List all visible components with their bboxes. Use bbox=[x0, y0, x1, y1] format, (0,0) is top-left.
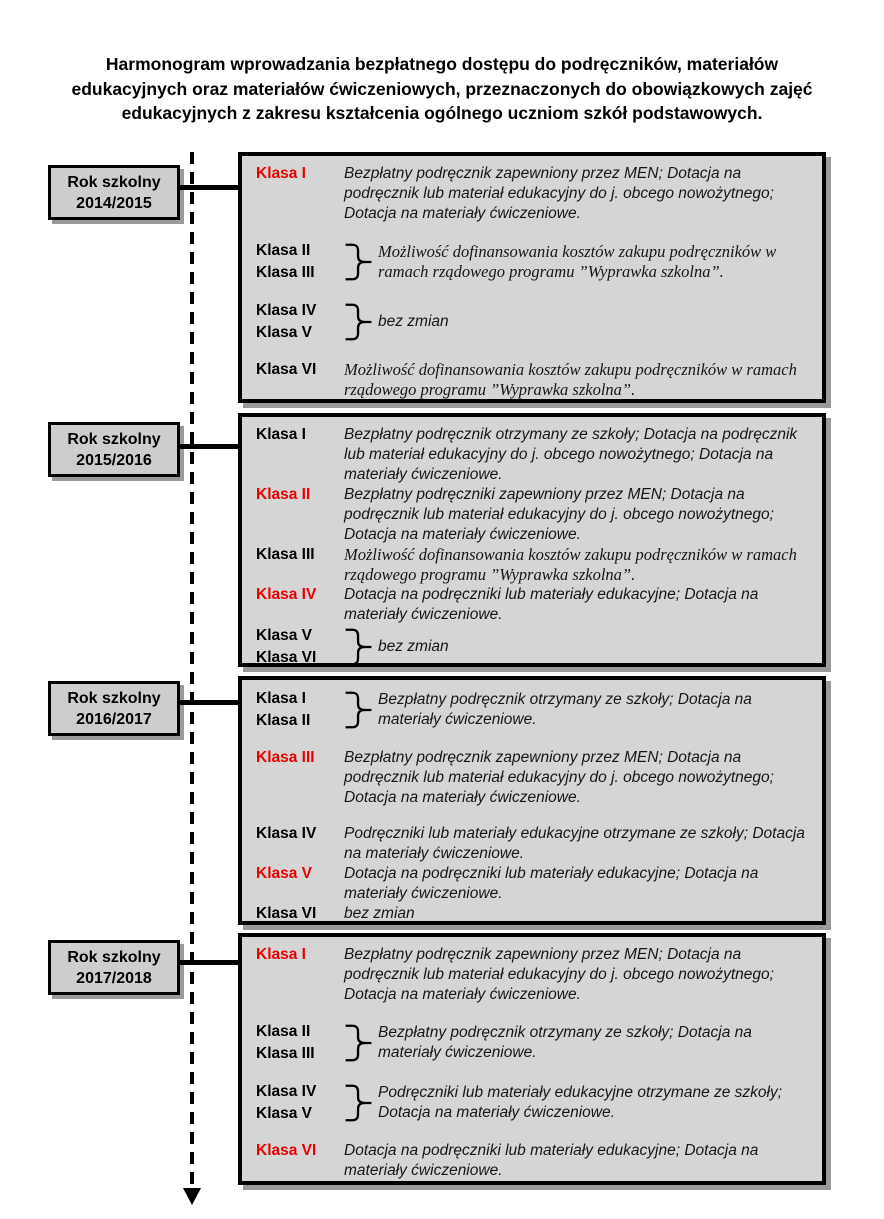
klasa-labels bbox=[256, 864, 344, 884]
year-connector-line bbox=[178, 185, 240, 190]
klasa-description: Podręczniki lub materiały edukacyjne otrzymane ze szkoły; Dotacja na materiały ćwiczeniowe. bbox=[378, 1084, 783, 1121]
klasa-labels bbox=[256, 904, 344, 924]
year-connector-line bbox=[178, 444, 240, 449]
brace-icon bbox=[344, 688, 374, 732]
klasa-row bbox=[256, 545, 812, 585]
klasa-description: Bezpłatny podręcznik otrzymany ze szkoły; Dotacja na materiały ćwiczeniowe. bbox=[378, 1024, 752, 1061]
klasa-description: Możliwość dofinansowania kosztów zakupu podręczników w ramach rządowego programu ”Wyprawka szkolna”. bbox=[378, 242, 777, 281]
year-connector-line bbox=[178, 960, 240, 965]
klasa-labels bbox=[256, 240, 344, 284]
klasa-row bbox=[256, 240, 812, 284]
year-label-text: Rok szkolny bbox=[67, 173, 161, 191]
klasa-description: bez zmian bbox=[378, 313, 449, 330]
klasa-labels bbox=[256, 625, 344, 667]
year-label-text: 2015/2016 bbox=[76, 451, 152, 469]
klasa-label: Klasa IV bbox=[256, 1083, 317, 1100]
klasa-label: Klasa III bbox=[256, 749, 315, 766]
klasa-label: Klasa VI bbox=[256, 649, 317, 666]
klasa-labels bbox=[256, 585, 344, 605]
klasa-row bbox=[256, 688, 812, 732]
klasa-row bbox=[256, 864, 812, 904]
klasa-description: Bezpłatny podręcznik zapewniony przez MEN; Dotacja na podręcznik lub materiał edukacyjny do j. obcego nowożytnego; Dotacja na materiały ćwiczeniowe. bbox=[344, 749, 774, 806]
klasa-labels bbox=[256, 1081, 344, 1125]
klasa-description: Możliwość dofinansowania kosztów zakupu podręczników w ramach rządowego programu ”Wyprawka szkolna”. bbox=[344, 545, 797, 584]
content-box bbox=[238, 933, 826, 1185]
klasa-label: Klasa I bbox=[256, 426, 306, 443]
klasa-labels bbox=[256, 545, 344, 565]
brace-icon bbox=[344, 240, 374, 284]
year-label-text: 2014/2015 bbox=[76, 194, 152, 212]
year-label-box bbox=[48, 940, 180, 995]
klasa-description: Bezpłatny podręczniki zapewniony przez MEN; Dotacja na podręcznik lub materiał edukacyjny do j. obcego nowożytnego; Dotacja na materiały ćwiczeniowe. bbox=[344, 486, 774, 543]
klasa-row bbox=[256, 945, 812, 1005]
year-label-text: Rok szkolny bbox=[67, 948, 161, 966]
klasa-row bbox=[256, 625, 812, 667]
klasa-labels bbox=[256, 1021, 344, 1065]
klasa-description: Bezpłatny podręcznik zapewniony przez MEN; Dotacja na podręcznik lub materiał edukacyjny do j. obcego nowożytnego; Dotacja na materiały ćwiczeniowe. bbox=[344, 165, 774, 222]
klasa-label: Klasa VI bbox=[256, 1142, 317, 1159]
klasa-label: Klasa III bbox=[256, 264, 315, 281]
klasa-label: Klasa I bbox=[256, 946, 306, 963]
brace-icon bbox=[344, 625, 374, 667]
klasa-label: Klasa III bbox=[256, 1045, 315, 1062]
klasa-label: Klasa IV bbox=[256, 586, 317, 603]
klasa-labels bbox=[256, 164, 344, 184]
klasa-description: Podręczniki lub materiały edukacyjne otrzymane ze szkoły; Dotacja na materiały ćwiczeniowe. bbox=[344, 825, 805, 862]
klasa-labels bbox=[256, 425, 344, 445]
brace-icon bbox=[344, 300, 374, 344]
klasa-label: Klasa II bbox=[256, 1023, 311, 1040]
klasa-label: Klasa II bbox=[256, 486, 311, 503]
klasa-labels bbox=[256, 824, 344, 844]
diagram-title: Harmonogram wprowadzania bezpłatnego dostępu do podręczników, materiałów edukacyjnych oraz materiałów ćwiczeniowych, przeznaczonych do obowiązkowych zajęć edukacyjnych z zakresu kształcenia ogólnego uczniom szkół podstawowych. bbox=[71, 54, 813, 123]
klasa-label: Klasa V bbox=[256, 627, 313, 644]
klasa-label: Klasa I bbox=[256, 165, 306, 182]
klasa-labels bbox=[256, 1141, 344, 1161]
klasa-row bbox=[256, 1141, 812, 1181]
year-label-text: 2016/2017 bbox=[76, 710, 152, 728]
klasa-description: Możliwość dofinansowania kosztów zakupu podręczników w ramach rządowego programu ”Wyprawka szkolna”. bbox=[344, 360, 797, 399]
year-label-box bbox=[48, 681, 180, 736]
klasa-row bbox=[256, 748, 812, 808]
klasa-description: Bezpłatny podręcznik zapewniony przez MEN; Dotacja na podręcznik lub materiał edukacyjny do j. obcego nowożytnego; Dotacja na materiały ćwiczeniowe. bbox=[344, 946, 774, 1003]
klasa-label: Klasa VI bbox=[256, 905, 317, 922]
klasa-row bbox=[256, 360, 812, 400]
klasa-labels bbox=[256, 300, 344, 344]
klasa-row bbox=[256, 585, 812, 625]
arrow-down-icon bbox=[183, 1188, 201, 1205]
klasa-description: Bezpłatny podręcznik otrzymany ze szkoły; Dotacja na materiały ćwiczeniowe. bbox=[378, 691, 752, 728]
klasa-label: Klasa III bbox=[256, 546, 315, 563]
year-label-text: 2017/2018 bbox=[76, 969, 152, 987]
klasa-label: Klasa V bbox=[256, 324, 313, 341]
klasa-label: Klasa VI bbox=[256, 361, 317, 378]
content-box bbox=[238, 413, 826, 667]
klasa-label: Klasa II bbox=[256, 712, 311, 729]
klasa-description: Dotacja na podręczniki lub materiały edukacyjne; Dotacja na materiały ćwiczeniowe. bbox=[344, 1142, 759, 1179]
year-connector-line bbox=[178, 700, 240, 705]
klasa-label: Klasa IV bbox=[256, 825, 317, 842]
klasa-row bbox=[256, 904, 812, 924]
klasa-label: Klasa II bbox=[256, 242, 311, 259]
klasa-description: Dotacja na podręczniki lub materiały edukacyjne; Dotacja na materiały ćwiczeniowe. bbox=[344, 865, 759, 902]
year-label-text: Rok szkolny bbox=[67, 430, 161, 448]
brace-icon bbox=[344, 1081, 374, 1125]
klasa-labels bbox=[256, 688, 344, 732]
klasa-labels bbox=[256, 360, 344, 380]
klasa-description: bez zmian bbox=[344, 905, 415, 922]
year-label-text: Rok szkolny bbox=[67, 689, 161, 707]
klasa-row bbox=[256, 164, 812, 224]
klasa-row bbox=[256, 300, 812, 344]
klasa-label: Klasa V bbox=[256, 865, 313, 882]
content-box bbox=[238, 152, 826, 403]
klasa-description: Dotacja na podręczniki lub materiały edukacyjne; Dotacja na materiały ćwiczeniowe. bbox=[344, 586, 759, 623]
klasa-label: Klasa I bbox=[256, 690, 306, 707]
year-label-box bbox=[48, 422, 180, 477]
klasa-row bbox=[256, 425, 812, 485]
klasa-row bbox=[256, 1021, 812, 1065]
klasa-labels bbox=[256, 945, 344, 965]
klasa-row bbox=[256, 1081, 812, 1125]
timeline-dashed-line bbox=[190, 152, 194, 1188]
klasa-label: Klasa IV bbox=[256, 302, 317, 319]
klasa-description: Bezpłatny podręcznik otrzymany ze szkoły; Dotacja na podręcznik lub materiał edukacyjny do j. obcego nowożytnego; Dotacja na materiały ćwiczeniowe. bbox=[344, 426, 798, 483]
klasa-labels bbox=[256, 748, 344, 768]
brace-icon bbox=[344, 1021, 374, 1065]
content-box bbox=[238, 676, 826, 925]
year-label-box bbox=[48, 165, 180, 220]
klasa-description: bez zmian bbox=[378, 638, 449, 655]
klasa-row bbox=[256, 485, 812, 545]
klasa-labels bbox=[256, 485, 344, 505]
klasa-label: Klasa V bbox=[256, 1105, 313, 1122]
klasa-row bbox=[256, 824, 812, 864]
